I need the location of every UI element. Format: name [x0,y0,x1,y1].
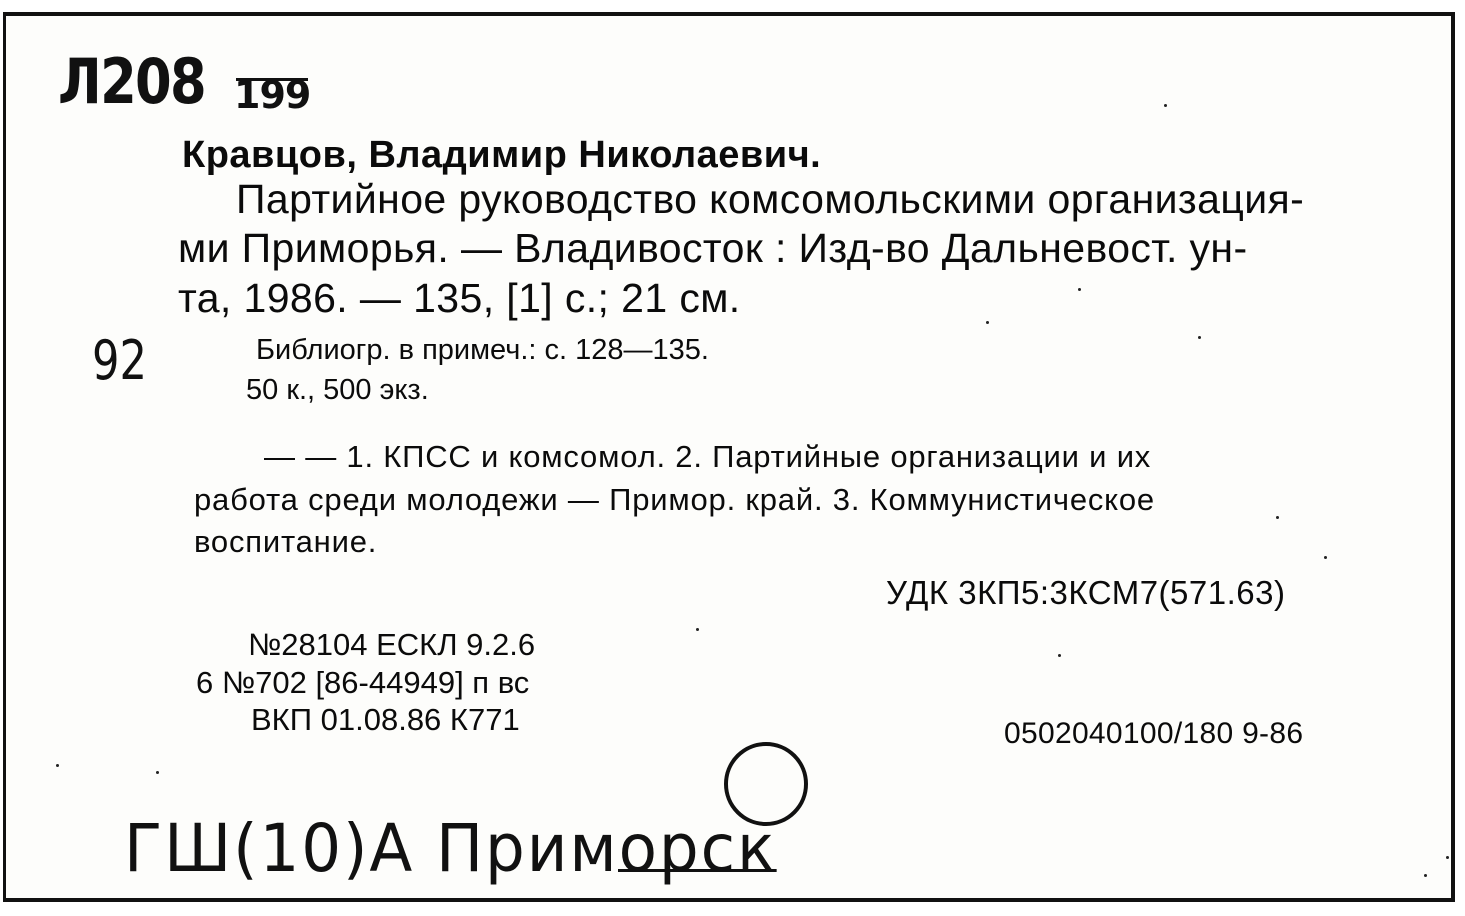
tech-line-1: №28104 ЕСКЛ 9.2.6 [248,627,536,662]
subject-headings-line-2: работа среди молодежи — Примор. край. 3. Коммунистическое [194,482,1155,517]
handwritten-shelf-mark: Л208 [58,45,205,118]
handwritten-bottom-note: ГШ(10)А Приморск [124,810,777,887]
handwritten-margin-mark: 92 [92,329,147,392]
title-line-1: Партийное руководство комсомольскими организация- [236,176,1305,222]
ink-speck [1198,336,1201,339]
ink-speck [1276,516,1279,519]
handwritten-shelf-number: 199 [234,73,311,117]
title-line-2: ми Приморья. — Владивосток : Изд-во Дальневост. ун- [178,225,1248,271]
udk-classification: УДК 3КП5:3КСМ7(571.63) [886,574,1286,611]
ink-speck [1324,556,1327,559]
ink-speck [1446,856,1449,859]
author-heading: Кравцов, Владимир Николаевич. [182,134,822,176]
ink-speck [1164,104,1167,107]
bibliography-note: Библиогр. в примеч.: с. 128—135. [256,334,709,366]
ink-speck [1078,288,1081,291]
catalog-card [3,12,1455,902]
ink-speck [1424,874,1427,877]
publisher-code: 0502040100/180 9-86 [1004,717,1304,750]
tech-line-2: 6 №702 [86-44949] п вс [196,665,530,700]
ink-speck [986,321,989,324]
ink-speck [696,628,699,631]
subject-headings-line-3: воспитание. [194,524,378,559]
ink-speck [1058,654,1061,657]
tech-line-3: ВКП 01.08.86 К771 [251,702,520,737]
subject-headings-line-1: — — 1. КПСС и комсомол. 2. Партийные организации и их [264,439,1152,474]
title-line-3: та, 1986. — 135, [1] с.; 21 см. [178,275,741,321]
price-print-run-note: 50 к., 500 экз. [246,374,429,406]
ink-speck [156,771,159,774]
ink-speck [56,764,59,767]
